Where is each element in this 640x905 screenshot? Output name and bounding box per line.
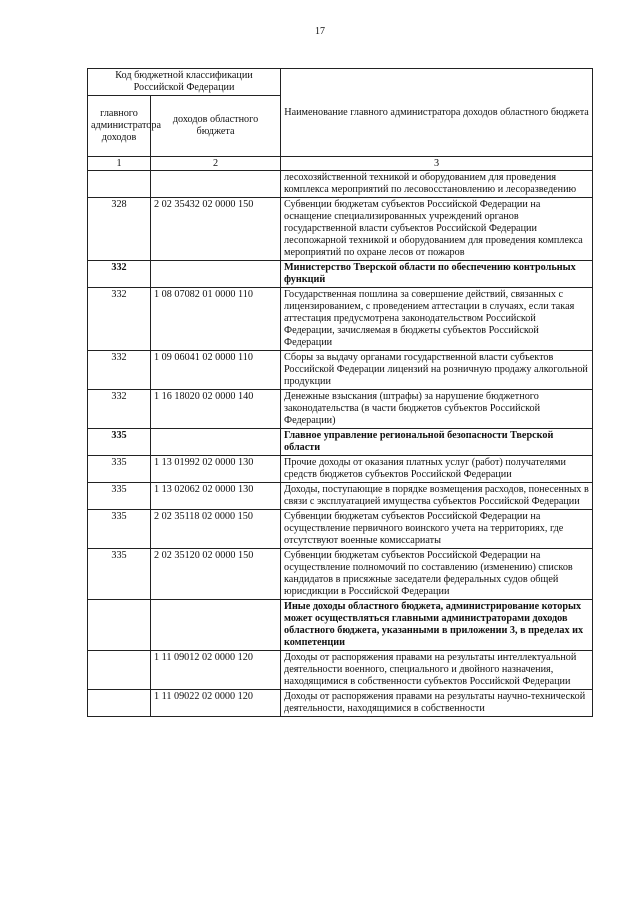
table-row [88, 171, 593, 198]
admin-code-cell: 335 [88, 429, 151, 456]
admin-code-cell: 332 [88, 351, 151, 390]
table-row [88, 429, 593, 456]
income-code-cell: 1 11 09022 02 0000 120 [151, 690, 281, 717]
income-code-cell: 1 13 02062 02 0000 130 [151, 483, 281, 510]
budget-income-table [87, 68, 593, 717]
income-code-cell: 1 09 06041 02 0000 110 [151, 351, 281, 390]
income-code-cell: 2 02 35432 02 0000 150 [151, 198, 281, 261]
income-name-cell: Иные доходы областного бюджета, администрирование которых может осуществляться главными администраторами доходов областного бюджета, указанными в приложении 3, в пределах их компетенции [281, 600, 593, 651]
income-name-cell: Доходы от распоряжения правами на результаты интеллектуальной деятельности военного, специального и двойного назначения, находящимися в собственности субъектов Российской Федерации [281, 651, 593, 690]
table-row [88, 456, 593, 483]
income-code-cell: 2 02 35118 02 0000 150 [151, 510, 281, 549]
income-name-cell: Главное управление региональной безопасности Тверской области [281, 429, 593, 456]
income-name-cell: Субвенции бюджетам субъектов Российской Федерации на оснащение специализированных учреждений органов государственной власти субъектов Российской Федерации лесопожарной техникой и оборудованием для проведения комплекса мероприятий по охране лесов от пожаров [281, 198, 593, 261]
income-column-header: доходов областного бюджета [151, 96, 281, 157]
income-code-cell: 2 02 35120 02 0000 150 [151, 549, 281, 600]
name-column-header: Наименование главного администратора доходов областного бюджета [281, 69, 593, 157]
income-name-cell: Прочие доходы от оказания платных услуг (работ) получателями средств бюджетов субъектов Российской Федерации [281, 456, 593, 483]
table-row [88, 549, 593, 600]
income-code-cell: 1 13 01992 02 0000 130 [151, 456, 281, 483]
income-name-cell: Доходы от распоряжения правами на результаты научно-технической деятельности, находящимися в собственности [281, 690, 593, 717]
income-name-cell: Сборы за выдачу органами государственной власти субъектов Российской Федерации лицензий на розничную продажу алкогольной продукции [281, 351, 593, 390]
column-number-3: 3 [281, 157, 593, 171]
income-name-cell: Денежные взыскания (штрафы) за нарушение бюджетного законодательства (в части бюджетов субъектов Российской Федерации) [281, 390, 593, 429]
income-code-cell: 1 16 18020 02 0000 140 [151, 390, 281, 429]
table-row [88, 690, 593, 717]
admin-code-cell [88, 651, 151, 690]
table-row [88, 351, 593, 390]
income-code-cell [151, 600, 281, 651]
admin-column-header: главного администратора доходов [88, 96, 151, 157]
admin-code-cell: 335 [88, 456, 151, 483]
income-code-cell: 1 08 07082 01 0000 110 [151, 288, 281, 351]
admin-code-cell: 328 [88, 198, 151, 261]
income-code-cell [151, 171, 281, 198]
table-body [88, 171, 593, 717]
table-row [88, 288, 593, 351]
income-code-cell [151, 429, 281, 456]
table-row [88, 600, 593, 651]
table-row [88, 483, 593, 510]
admin-code-cell: 332 [88, 261, 151, 288]
table-row [88, 651, 593, 690]
column-number-1: 1 [88, 157, 151, 171]
page-number: 17 [315, 26, 325, 37]
income-code-cell [151, 261, 281, 288]
table-row [88, 261, 593, 288]
income-name-cell: Государственная пошлина за совершение действий, связанных с лицензированием, с проведением аттестации в случаях, если такая аттестация предусмотрена законодательством Российской Федерации, зачисляемая в бюджеты субъектов Российской Федерации [281, 288, 593, 351]
admin-code-cell: 335 [88, 510, 151, 549]
table-row [88, 198, 593, 261]
income-name-cell: Субвенции бюджетам субъектов Российской Федерации на осуществление первичного воинского учета на территориях, где отсутствуют военные комиссариаты [281, 510, 593, 549]
table-row [88, 510, 593, 549]
admin-code-cell: 335 [88, 549, 151, 600]
income-name-cell: Министерство Тверской области по обеспечению контрольных функций [281, 261, 593, 288]
admin-code-cell: 332 [88, 390, 151, 429]
admin-code-cell [88, 171, 151, 198]
income-name-cell: лесохозяйственной техникой и оборудованием для проведения комплекса мероприятий по лесовосстановлению и лесоразведению [281, 171, 593, 198]
admin-code-cell: 332 [88, 288, 151, 351]
table-row [88, 390, 593, 429]
admin-code-cell [88, 600, 151, 651]
kbk-header: Код бюджетной классификации Российской Федерации [88, 69, 281, 96]
admin-code-cell [88, 690, 151, 717]
income-name-cell: Субвенции бюджетам субъектов Российской Федерации на осуществление полномочий по составлению (изменению) списков кандидатов в присяжные заседатели федеральных судов общей юрисдикции в Российской Федерации [281, 549, 593, 600]
admin-code-cell: 335 [88, 483, 151, 510]
income-name-cell: Доходы, поступающие в порядке возмещения расходов, понесенных в связи с эксплуатацией имущества субъектов Российской Федерации [281, 483, 593, 510]
income-code-cell: 1 11 09012 02 0000 120 [151, 651, 281, 690]
column-number-2: 2 [151, 157, 281, 171]
